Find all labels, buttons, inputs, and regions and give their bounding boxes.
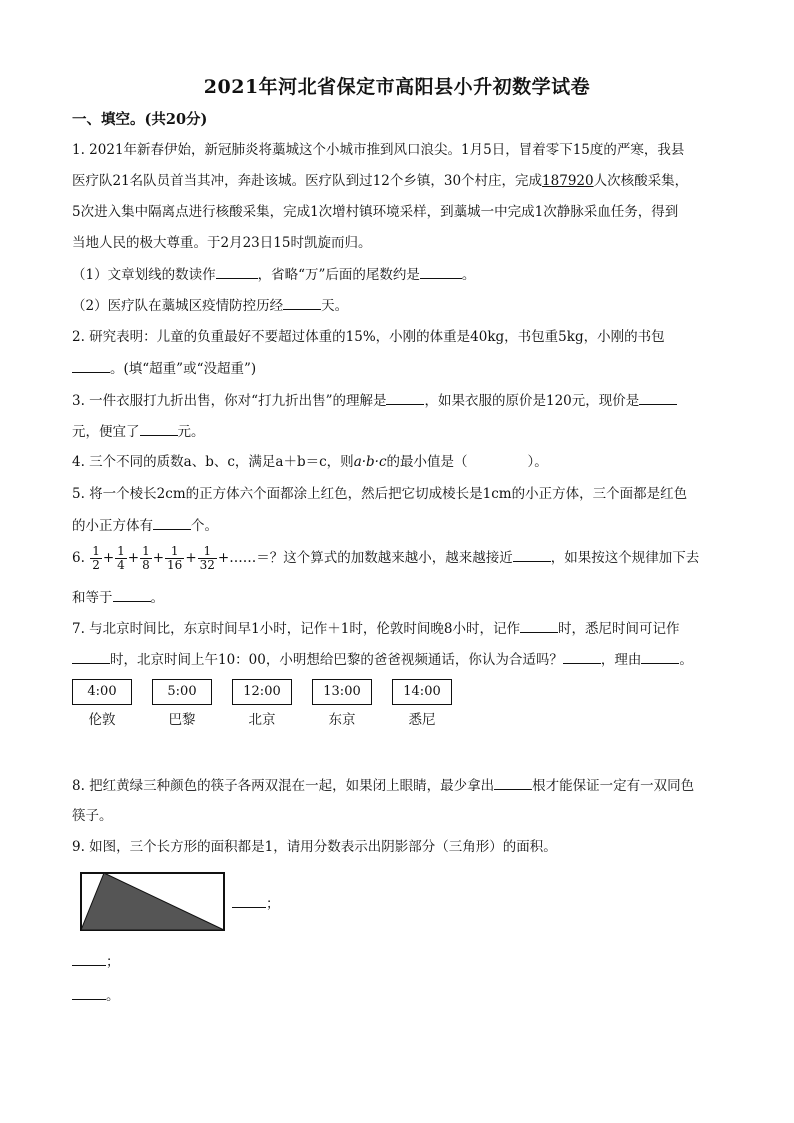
- q4-expression: a·b·c: [353, 454, 387, 470]
- fraction: [115, 545, 127, 572]
- plus-sign: +: [152, 550, 165, 566]
- q1-line-2-text-b: 人次核酸采集，: [593, 173, 689, 189]
- q4-line: [72, 452, 548, 472]
- q1-sub-1-text-c: 。: [461, 267, 476, 283]
- fraction: [90, 545, 102, 572]
- q8-line-1: [72, 775, 694, 796]
- q6-number: 6.: [72, 550, 85, 566]
- q5-line-1: 5. 将一个棱长2cm的正方体六个面都涂上红色，然后把它切成棱长是1cm的小正方体，三个面都是红色: [72, 486, 688, 502]
- q9-line-1: 9. 如图，三个长方形的面积都是1，请用分数表示出阴影部分（三角形）的面积。: [72, 839, 557, 855]
- answer-blank[interactable]: [72, 358, 110, 373]
- q6-line-2: [72, 587, 164, 608]
- fraction-numerator: 1: [142, 544, 150, 558]
- q5-line-2-text-b: 个。: [191, 518, 218, 534]
- q8-line-1-text-b: 根才能保证一定有一双同色: [532, 778, 695, 794]
- answer-blank[interactable]: [216, 264, 258, 279]
- q6-line-1: [72, 543, 699, 573]
- q5-line-2-text-a: 的小正方体有: [72, 518, 153, 534]
- fraction-denominator: 4: [117, 558, 125, 572]
- q6-line-2-text-a: 和等于: [72, 590, 113, 606]
- clock-city-london: 伦敦: [88, 712, 116, 728]
- q7-line-1: [72, 618, 679, 639]
- q1-sub-2-text-b: 天。: [321, 298, 349, 314]
- q9-semicolon-1: ；: [266, 896, 280, 912]
- answer-blank[interactable]: [520, 618, 558, 633]
- answer-blank[interactable]: [140, 421, 178, 436]
- q1-sub-2-text-a: （2）医疗队在藁城区疫情防控历经: [72, 298, 284, 314]
- q1-underlined-number: 187920: [542, 173, 594, 189]
- q3-line-2-text-b: 元。: [177, 424, 205, 440]
- fraction-numerator: 1: [92, 544, 100, 558]
- q6-text-tail: +……＝？这个算式的加数越来越小，越来越接近: [217, 550, 513, 566]
- section-heading: 一、填空。(共20分): [72, 111, 208, 128]
- q1-sub-1-text-a: （1）文章划线的数读作: [72, 267, 216, 283]
- answer-blank[interactable]: [494, 775, 532, 790]
- answer-blank[interactable]: [563, 649, 601, 664]
- q1-line-3: 5次进入集中隔离点进行核酸采集，完成1次增村镇环境采样，到藁城一中完成1次静脉采血任务，得到: [72, 204, 679, 220]
- q7-line-2-text-b: ，理由: [600, 652, 642, 668]
- q4-text-a: 4. 三个不同的质数a、b、c，满足a＋b＝c，则: [72, 454, 354, 470]
- answer-blank[interactable]: [513, 547, 551, 562]
- q4-text-c: ）。: [527, 454, 548, 470]
- fraction-numerator: 1: [165, 545, 184, 559]
- plus-sign: +: [127, 550, 140, 566]
- clock-time-beijing: 12:00: [232, 679, 292, 705]
- q5-line-2: [72, 515, 218, 536]
- fraction: [140, 545, 152, 572]
- answer-blank[interactable]: [283, 295, 321, 310]
- fraction-numerator: 1: [198, 545, 217, 559]
- q7-line-2-text-c: 。: [679, 652, 693, 668]
- rectangle-triangle-figure: [80, 872, 230, 934]
- q9-answer-1: [232, 893, 280, 914]
- clock-city-beijing: 北京: [248, 712, 276, 728]
- q7-line-2: [72, 649, 693, 670]
- q1-line-2-text-a: 医疗队21名队员首当其冲，奔赴该城。医疗队到过12个乡镇，30个村庄，完成: [72, 173, 543, 189]
- fraction: [198, 545, 217, 572]
- q3-line-1: [72, 390, 677, 411]
- fraction-denominator: 2: [92, 558, 100, 572]
- fraction-numerator: 1: [117, 544, 125, 558]
- plus-sign: +: [102, 550, 115, 566]
- answer-blank[interactable]: [386, 390, 424, 405]
- q6-line-2-text-b: 。: [150, 590, 164, 606]
- q1-line-4: 当地人民的极大尊重。于2月23日15时凯旋而归。: [72, 235, 372, 251]
- q3-line-2-text-a: 元，便宜了: [72, 424, 140, 440]
- q3-line-2: [72, 421, 205, 442]
- q1-sub-1: [72, 264, 475, 285]
- clock-time-tokyo: 13:00: [312, 679, 372, 705]
- q9-answer-3: [72, 985, 120, 1006]
- q7-line-2-text-a: 时，北京时间上午10：00，小明想给巴黎的爸爸视频通话，你认为合适吗？: [110, 652, 563, 668]
- clock-city-sydney: 悉尼: [408, 712, 436, 728]
- q4-text-b: 的最小值是（: [386, 454, 468, 470]
- q3-line-1-text-a: 3. 一件衣服打九折出售，你对“打九折出售”的理解是: [72, 393, 387, 409]
- q2-line-2: [72, 358, 256, 379]
- plus-sign: +: [185, 550, 197, 566]
- q7-line-1-text-a: 7. 与北京时间比，东京时间早1小时，记作＋1时，伦敦时间晚8小时，记作: [72, 621, 520, 637]
- q2-line-1: 2. 研究表明：儿童的负重最好不要超过体重的15%，小刚的体重是40kg，书包重5kg，小刚的书包: [72, 329, 665, 345]
- q9-answer-2: [72, 951, 120, 972]
- q1-sub-1-text-b: ，省略“万”后面的尾数约是: [257, 267, 420, 283]
- q2-line-2-text: 。(填“超重”或“没超重”): [110, 361, 257, 377]
- q7-line-1-text-b: 时，悉尼时间可记作: [557, 621, 680, 637]
- q8-line-2: 筷子。: [72, 808, 113, 824]
- fraction-denominator: 16: [167, 558, 183, 572]
- fraction-denominator: 8: [142, 558, 150, 572]
- clock-time-london: 4:00: [72, 679, 132, 705]
- answer-blank[interactable]: [232, 893, 266, 908]
- answer-blank[interactable]: [639, 390, 677, 405]
- answer-blank[interactable]: [72, 985, 106, 1000]
- q1-line-1: 1. 2021年新春伊始，新冠肺炎将藁城这个小城市推到风口浪尖。1月5日，冒着零下15度的严寒，我县: [72, 142, 685, 158]
- answer-blank[interactable]: [641, 649, 679, 664]
- q8-line-1-text-a: 8. 把红黄绿三种颜色的筷子各两双混在一起，如果闭上眼睛，最少拿出: [72, 778, 495, 794]
- answer-blank[interactable]: [153, 515, 191, 530]
- clock-city-tokyo: 东京: [328, 712, 356, 728]
- q6-text-tail-2: ，如果按这个规律加下去: [550, 550, 700, 566]
- q1-sub-2: [72, 295, 348, 316]
- answer-blank[interactable]: [72, 649, 110, 664]
- q9-semicolon-2: ；: [106, 954, 120, 970]
- answer-blank[interactable]: [72, 951, 106, 966]
- q1-line-2: [72, 171, 688, 191]
- answer-blank[interactable]: [113, 587, 151, 602]
- clock-time-paris: 5:00: [152, 679, 212, 705]
- clock-city-paris: 巴黎: [168, 712, 196, 728]
- answer-blank[interactable]: [420, 264, 462, 279]
- clock-time-sydney: 14:00: [392, 679, 452, 705]
- q9-period: 。: [106, 988, 120, 1004]
- page-title: 2021年河北省保定市高阳县小升初数学试卷: [203, 76, 591, 98]
- fraction: [165, 545, 184, 572]
- q3-line-1-text-b: ，如果衣服的原价是120元，现价是: [424, 393, 640, 409]
- fraction-denominator: 32: [199, 558, 215, 572]
